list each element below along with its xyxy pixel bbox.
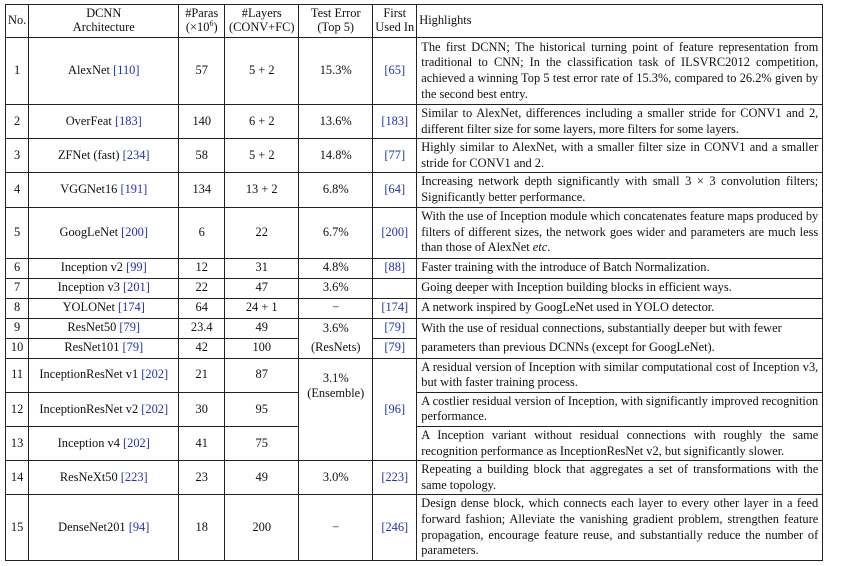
header-test-error-line2: (Top 5) [317, 20, 355, 34]
layers-cell: 13 + 2 [225, 173, 299, 207]
header-first-used-line2: Used In [375, 20, 415, 34]
row-number: 3 [6, 139, 29, 173]
citation-link[interactable]: [200] [121, 224, 148, 239]
highlights-cell: A network inspired by GoogLeNet used in YOLO detector. [417, 298, 823, 318]
first-used-cell [373, 278, 417, 298]
table-row [6, 461, 823, 495]
header-paras [179, 5, 225, 38]
header-layers [225, 5, 299, 38]
layers-cell: 75 [225, 426, 299, 460]
layers-cell: 47 [225, 278, 299, 298]
first-used-link[interactable]: [200] [381, 224, 409, 239]
params-cell: 42 [179, 338, 225, 358]
architecture-name: AlexNet [68, 63, 110, 78]
architecture-name: InceptionResNet v1 [39, 367, 139, 382]
row-number: 6 [6, 258, 29, 278]
params-cell: 140 [179, 105, 225, 139]
highlights-cell: A residual version of Inception with similar computational cost of Inception v3, but with faster training process. [417, 358, 823, 392]
row-number: 10 [6, 338, 29, 358]
layers-cell: 31 [225, 258, 299, 278]
highlights-cell: The first DCNN; The historical turning point of feature representation from traditional to CNN; In the classification task of ILSVRC2012 competition, achieved a winning Top 5 test error rate of 15.3%, compared to 26.2% given by the second best entry. [417, 38, 823, 105]
highlights-cell: Design dense block, which connects each layer to every other layer in a feed forward fashion; Alleviate the vanishing gradient problem, strengthen feature propagation, encourage feature reuse, and substantially reduce the number of parameters. [417, 495, 823, 560]
first-used-cell [373, 258, 417, 278]
layers-cell: 49 [225, 461, 299, 495]
layers-cell: 95 [225, 392, 299, 426]
highlights-cell: Similar to AlexNet, differences including a smaller stride for CONV1 and 2, different filter size for some layers, more filters for some layers. [417, 105, 823, 139]
table-row [6, 207, 823, 258]
row-number: 5 [6, 207, 29, 258]
table-row [6, 173, 823, 207]
highlights-cell [417, 207, 823, 258]
architecture-cell [29, 258, 179, 278]
architecture-cell [29, 173, 179, 207]
header-architecture-line1: DCNN [86, 6, 122, 21]
architecture-cell [29, 105, 179, 139]
test-error-cell: 15.3% [299, 38, 373, 105]
table-row [6, 338, 823, 358]
citation-link[interactable]: [202] [141, 367, 169, 382]
table-row [6, 139, 823, 173]
architecture-name: YOLONet [62, 300, 115, 315]
test-error-cell: − [299, 495, 373, 560]
params-cell: 23 [179, 461, 225, 495]
citation-link[interactable]: [202] [141, 401, 169, 416]
architecture-name: InceptionResNet v2 [39, 401, 139, 416]
citation-link[interactable]: [79] [122, 340, 144, 355]
header-paras-line2a: (×10 [185, 20, 210, 34]
row-number: 15 [6, 495, 29, 560]
row-number: 4 [6, 173, 29, 207]
architecture-name: DenseNet201 [58, 519, 126, 534]
ensemble-error-cell [299, 358, 373, 461]
layers-cell: 49 [225, 318, 299, 338]
architecture-name: ResNeXt50 [59, 469, 118, 484]
first-used-link[interactable]: [88] [384, 260, 406, 275]
cnn-comparison-table [5, 4, 823, 561]
architecture-cell [29, 38, 179, 105]
architecture-name: Inception v3 [57, 280, 120, 295]
architecture-name: VGGNet16 [60, 182, 118, 197]
first-used-link[interactable]: [79] [384, 320, 406, 335]
architecture-cell [29, 392, 179, 426]
architecture-name: ZFNet (fast) [57, 147, 120, 162]
params-cell: 21 [179, 358, 225, 392]
header-first-used-line1: First [383, 6, 407, 21]
first-used-cell [373, 105, 417, 139]
highlights-cell: Repeating a building block that aggregates a set of transformations with the same topology. [417, 461, 823, 495]
table-row [6, 318, 823, 338]
first-used-cell [373, 461, 417, 495]
test-error-cell: 13.6% [299, 105, 373, 139]
header-layers-line2: (CONV+FC) [228, 20, 295, 34]
table-row [6, 495, 823, 560]
highlights-text: With the use of Inception module which concatenates feature maps produced by filters of different sizes, the network goes wider and parameters are much less than those of AlexNet [421, 209, 819, 255]
highlights-etc: etc [532, 240, 548, 255]
row-number: 11 [6, 358, 29, 392]
citation-link[interactable]: [94] [128, 519, 150, 534]
first-used-link[interactable]: [183] [381, 113, 409, 128]
test-error-cell: 3.0% [299, 461, 373, 495]
architecture-name: ResNet50 [67, 320, 117, 335]
ensemble-error-value: 3.1% [322, 370, 349, 385]
first-used-cell [373, 358, 417, 461]
params-cell: 58 [179, 139, 225, 173]
architecture-name: ResNet101 [64, 340, 120, 355]
first-used-cell [373, 173, 417, 207]
first-used-link[interactable]: [77] [384, 147, 406, 162]
architecture-cell [29, 495, 179, 560]
params-cell: 12 [179, 258, 225, 278]
citation-link[interactable]: [223] [120, 469, 148, 484]
highlights-cell: With the use of residual connections, substantially deeper but with fewer [417, 318, 823, 338]
params-cell: 30 [179, 392, 225, 426]
citation-link[interactable]: [174] [118, 300, 145, 315]
header-first-used [373, 5, 417, 38]
architecture-cell [29, 318, 179, 338]
highlights-cell: Highly similar to AlexNet, with a smaller filter size in CONV1 and a smaller stride for CONV1 and 2. [417, 139, 823, 173]
layers-cell: 100 [225, 338, 299, 358]
first-used-link[interactable]: [96] [384, 401, 406, 416]
header-highlights [417, 5, 823, 38]
first-used-link[interactable]: [174] [381, 300, 409, 315]
params-cell: 23.4 [179, 318, 225, 338]
header-architecture-line2: Architecture [72, 20, 135, 34]
row-number: 14 [6, 461, 29, 495]
highlights-cell: Going deeper with Inception building blocks in efficient ways. [417, 278, 823, 298]
highlights-cell: Increasing network depth significantly with small 3 × 3 convolution filters; Significantly better performance. [417, 173, 823, 207]
citation-link[interactable]: [99] [126, 260, 147, 275]
citation-link[interactable]: [191] [120, 182, 148, 197]
first-used-link[interactable]: [246] [381, 519, 409, 534]
citation-link[interactable]: [234] [122, 147, 150, 162]
highlights-cell: parameters than previous DCNNs (except for GoogLeNet). [417, 338, 823, 358]
architecture-cell [29, 278, 179, 298]
citation-link[interactable]: [79] [119, 320, 141, 335]
first-used-cell [373, 38, 417, 105]
test-error-cell: 6.7% [299, 207, 373, 258]
architecture-cell [29, 426, 179, 460]
table-row [6, 258, 823, 278]
architecture-cell [29, 298, 179, 318]
architecture-cell [29, 207, 179, 258]
architecture-cell [29, 139, 179, 173]
first-used-link[interactable]: [223] [381, 469, 409, 484]
table-row [6, 38, 823, 105]
table-row [6, 358, 823, 392]
architecture-name: Inception v2 [60, 260, 123, 275]
params-cell: 18 [179, 495, 225, 560]
citation-link[interactable]: [110] [113, 63, 140, 78]
params-cell: 57 [179, 38, 225, 105]
architecture-cell [29, 461, 179, 495]
test-error-cell: − [299, 298, 373, 318]
params-cell: 41 [179, 426, 225, 460]
row-number: 9 [6, 318, 29, 338]
table-row [6, 298, 823, 318]
test-error-cell: 14.8% [299, 139, 373, 173]
header-paras-sup: 6 [209, 18, 214, 28]
first-used-cell [373, 318, 417, 338]
highlights-period: . [547, 240, 551, 255]
highlights-cell: Faster training with the introduce of Batch Normalization. [417, 258, 823, 278]
row-number: 2 [6, 105, 29, 139]
citation-link[interactable]: [183] [114, 113, 142, 128]
params-cell: 64 [179, 298, 225, 318]
citation-link[interactable]: [201] [123, 280, 150, 295]
architecture-name: OverFeat [65, 113, 112, 128]
header-no-text: No. [8, 13, 27, 28]
highlights-cell: A costlier residual version of Inception, with significantly improved recognition performance. [417, 392, 823, 426]
layers-cell: 24 + 1 [225, 298, 299, 318]
cnn-comparison-table-wrapper [5, 4, 823, 561]
header-architecture [29, 5, 179, 38]
table-row [6, 278, 823, 298]
first-used-link[interactable]: [79] [384, 340, 406, 355]
header-row [6, 5, 823, 38]
test-error-cell: 4.8% [299, 258, 373, 278]
params-cell: 134 [179, 173, 225, 207]
first-used-cell [373, 207, 417, 258]
test-error-cell: 3.6% [299, 278, 373, 298]
layers-cell: 5 + 2 [225, 139, 299, 173]
architecture-cell [29, 338, 179, 358]
header-highlights-text: Highlights [419, 13, 472, 28]
first-used-cell [373, 495, 417, 560]
highlights-cell: A Inception variant without residual connections with roughly the same recognition performance as InceptionResNet v2, but significantly slower. [417, 426, 823, 460]
first-used-cell [373, 298, 417, 318]
architecture-cell [29, 358, 179, 392]
row-number: 13 [6, 426, 29, 460]
layers-cell: 200 [225, 495, 299, 560]
test-error-cell: 6.8% [299, 173, 373, 207]
test-error-cell: (ResNets) [299, 338, 373, 358]
first-used-link[interactable]: [64] [384, 182, 406, 197]
layers-cell: 87 [225, 358, 299, 392]
ensemble-error-label: (Ensemble) [307, 386, 365, 401]
header-no [6, 5, 29, 38]
first-used-link[interactable]: [65] [384, 63, 406, 78]
row-number: 8 [6, 298, 29, 318]
row-number: 7 [6, 278, 29, 298]
layers-cell: 6 + 2 [225, 105, 299, 139]
header-test-error-line1: Test Error [310, 6, 361, 21]
citation-link[interactable]: [202] [123, 435, 150, 450]
params-cell: 22 [179, 278, 225, 298]
header-test-error [299, 5, 373, 38]
header-layers-line1: #Layers [241, 6, 282, 21]
test-error-cell: 3.6% [299, 318, 373, 338]
row-number: 1 [6, 38, 29, 105]
header-paras-line2b: ) [213, 20, 218, 34]
row-number: 12 [6, 392, 29, 426]
architecture-name: Inception v4 [57, 435, 120, 450]
first-used-cell [373, 139, 417, 173]
architecture-name: GoogLeNet [59, 224, 119, 239]
header-paras-line1: #Paras [185, 6, 219, 21]
layers-cell: 5 + 2 [225, 38, 299, 105]
first-used-cell [373, 338, 417, 358]
table-row [6, 105, 823, 139]
layers-cell: 22 [225, 207, 299, 258]
params-cell: 6 [179, 207, 225, 258]
